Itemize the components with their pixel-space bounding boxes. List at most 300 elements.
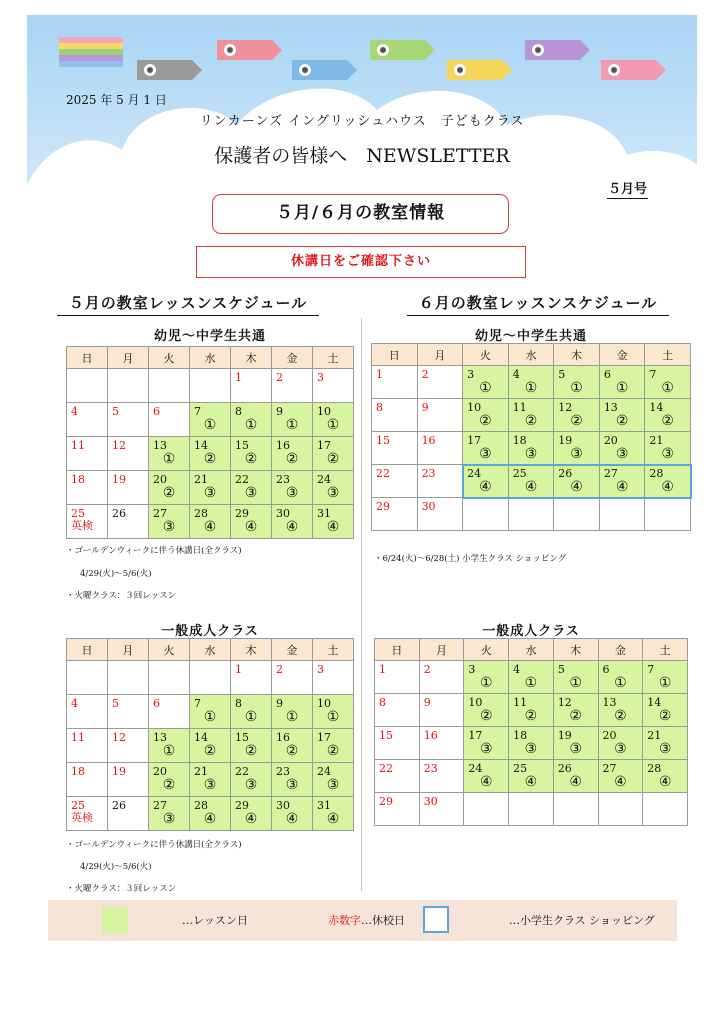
school-name: リンカーンズ イングリッシュハウス 子どもクラス — [199, 114, 525, 129]
day-number: 24 — [317, 473, 331, 486]
day-number: 28 — [194, 799, 208, 812]
weekday-header: 日 — [372, 344, 418, 366]
calendar-day-cell — [599, 498, 645, 531]
weekday-header: 金 — [599, 344, 645, 366]
calendar-day-cell — [190, 661, 231, 695]
lesson-number: ② — [479, 708, 493, 724]
day-number: 14 — [194, 439, 208, 452]
calendar-day-cell — [67, 729, 108, 763]
calendar-day-cell — [599, 432, 645, 465]
day-number: 24 — [468, 762, 483, 775]
lesson-number: ① — [162, 451, 176, 467]
weekday-header: 月 — [419, 639, 464, 661]
weekday-header: 日 — [67, 347, 108, 369]
calendar-day-cell — [417, 465, 463, 498]
may-kids-label: 幼児～中学生共通 — [153, 329, 266, 344]
streamer-flag — [59, 37, 123, 67]
calendar-day-cell — [375, 661, 420, 694]
day-number: 17 — [317, 731, 331, 744]
day-number: 21 — [647, 729, 662, 742]
calendar-day-cell — [231, 471, 272, 505]
weekday-header: 土 — [313, 347, 354, 369]
day-number: 21 — [194, 765, 208, 778]
day-number: 15 — [376, 434, 390, 447]
calendar-day-cell — [463, 498, 509, 531]
calendar-day-cell — [643, 760, 688, 793]
calendar-day-cell — [272, 661, 313, 695]
calendar-day-cell — [67, 797, 108, 831]
lesson-number: ② — [162, 777, 176, 793]
calendar-day-cell — [313, 437, 354, 471]
calendar-week-row — [67, 403, 354, 437]
day-number: 14 — [647, 696, 662, 709]
weekday-header: 日 — [375, 639, 420, 661]
calendar-day-cell — [554, 498, 600, 531]
day-number: 4 — [71, 697, 78, 710]
calendar-day-cell — [643, 727, 688, 760]
calendar-day-cell — [419, 661, 464, 694]
calendar-day-cell — [464, 793, 509, 826]
weekday-header: 火 — [149, 639, 190, 661]
calendar-day-cell — [554, 432, 600, 465]
may-kids-note-1: ・ゴールデンウィークに伴う休講日(全クラス) — [66, 546, 242, 556]
day-number: 16 — [276, 731, 290, 744]
lesson-number: ① — [203, 417, 217, 433]
calendar-day-cell — [417, 366, 463, 399]
day-number: 1 — [379, 663, 386, 676]
calendar-day-cell — [108, 661, 149, 695]
calendar-day-cell — [67, 403, 108, 437]
calendar-week-row — [375, 661, 688, 694]
may-kids-calendar — [66, 346, 354, 539]
calendar-day-cell — [231, 763, 272, 797]
calendar-week-row — [67, 661, 354, 695]
calendar-day-cell — [190, 797, 231, 831]
day-number: 23 — [276, 765, 290, 778]
day-number: 24 — [467, 467, 482, 480]
day-number: 12 — [112, 439, 126, 452]
day-number: 2 — [421, 368, 429, 381]
lesson-number: ③ — [570, 446, 583, 462]
calendar-day-cell — [272, 437, 313, 471]
weekday-header: 水 — [190, 639, 231, 661]
calendar-day-cell — [67, 661, 108, 695]
lesson-number: ① — [479, 380, 492, 396]
calendar-day-cell — [643, 793, 688, 826]
lesson-number: ④ — [570, 479, 583, 495]
lesson-number: ① — [479, 675, 493, 691]
day-number: 25 — [71, 507, 85, 520]
calendar-day-cell — [231, 797, 272, 831]
lesson-number: ② — [326, 451, 340, 467]
day-number: 30 — [276, 507, 290, 520]
day-number: 5 — [112, 405, 119, 418]
calendar-day-cell — [554, 366, 600, 399]
carp-pink-2 — [601, 60, 666, 80]
lesson-number: ④ — [615, 479, 629, 495]
day-number: 27 — [603, 467, 618, 480]
calendar-day-cell — [553, 727, 598, 760]
lesson-number: ② — [524, 413, 538, 429]
day-number: 30 — [423, 795, 438, 808]
calendar-day-cell — [149, 797, 190, 831]
day-number: 11 — [513, 696, 528, 709]
calendar-day-cell — [108, 797, 149, 831]
lesson-number: ③ — [203, 777, 217, 793]
day-number: 28 — [194, 507, 208, 520]
lesson-number: ② — [524, 708, 538, 724]
day-number: 26 — [558, 467, 573, 480]
lesson-number: ① — [524, 380, 538, 396]
day-number: 8 — [235, 697, 242, 710]
carp-purple — [525, 40, 590, 60]
day-number: 29 — [235, 507, 249, 520]
lesson-number: ② — [570, 413, 583, 429]
weekday-header: 火 — [464, 639, 509, 661]
day-number: 17 — [317, 439, 331, 452]
day-number: 30 — [276, 799, 290, 812]
lesson-number: ④ — [285, 811, 299, 827]
day-number: 1 — [235, 371, 242, 384]
calendar-day-cell — [643, 661, 688, 694]
day-number: 4 — [71, 405, 78, 418]
day-number: 7 — [647, 663, 655, 676]
calendar-day-cell — [67, 695, 108, 729]
day-number: 16 — [423, 729, 438, 742]
weekday-header: 金 — [272, 347, 313, 369]
may-kids-note-3: ・火曜クラス：３回レッスン — [66, 591, 177, 601]
day-number: 16 — [276, 439, 290, 452]
calendar-day-cell — [599, 465, 645, 498]
may-kids-note-2: 4/29(火)～5/6(火) — [80, 569, 152, 579]
calendar-day-cell — [508, 366, 554, 399]
calendar-day-cell — [313, 729, 354, 763]
calendar-day-cell — [272, 695, 313, 729]
calendar-day-cell — [272, 729, 313, 763]
calendar-day-cell — [375, 694, 420, 727]
calendar-day-cell — [553, 793, 598, 826]
calendar-week-row — [67, 763, 354, 797]
day-number: 1 — [376, 368, 383, 381]
lesson-number: ③ — [162, 811, 176, 827]
lesson-number: ③ — [569, 741, 582, 757]
day-number: 27 — [602, 762, 617, 775]
lesson-number: ① — [285, 417, 299, 433]
weekday-header: 火 — [463, 344, 509, 366]
calendar-day-cell — [67, 369, 108, 403]
calendar-day-cell — [598, 661, 643, 694]
lesson-number: ① — [162, 743, 176, 759]
legend-lesson-swatch — [102, 907, 128, 933]
calendar-day-cell — [313, 369, 354, 403]
day-number: 8 — [376, 401, 383, 414]
day-number: 6 — [602, 663, 610, 676]
lesson-number: ③ — [244, 485, 258, 501]
calendar-day-cell — [417, 399, 463, 432]
day-number: 7 — [194, 697, 201, 710]
day-number: 12 — [557, 696, 572, 709]
lesson-number: ④ — [244, 811, 258, 827]
lesson-number: ③ — [614, 741, 627, 757]
calendar-day-cell — [190, 729, 231, 763]
calendar-day-cell — [108, 763, 149, 797]
calendar-day-cell — [149, 661, 190, 695]
weekday-header: 土 — [643, 639, 688, 661]
day-number: 14 — [649, 401, 664, 414]
calendar-day-cell — [645, 465, 691, 498]
calendar-day-cell — [508, 399, 554, 432]
lesson-number: ② — [285, 451, 299, 467]
day-number: 3 — [317, 663, 324, 676]
day-number: 11 — [71, 731, 85, 744]
calendar-day-cell — [599, 399, 645, 432]
day-number: 22 — [235, 473, 249, 486]
day-number: 22 — [379, 762, 393, 775]
calendar-day-cell — [375, 760, 420, 793]
calendar-day-cell — [372, 366, 418, 399]
calendar-day-cell — [190, 403, 231, 437]
calendar-day-cell — [509, 694, 554, 727]
lesson-number: ④ — [479, 479, 492, 495]
legend-closed-text — [328, 912, 405, 928]
day-number: 4 — [512, 368, 520, 381]
day-number: 22 — [376, 467, 390, 480]
calendar-day-cell — [67, 471, 108, 505]
weekday-header: 水 — [190, 347, 231, 369]
calendar-day-cell — [190, 505, 231, 539]
day-number: 26 — [112, 507, 126, 520]
classroom-info-heading: ５月/６月の教室情報 — [212, 194, 509, 234]
calendar-day-cell — [553, 760, 598, 793]
day-number: 28 — [649, 467, 664, 480]
legend — [48, 900, 677, 941]
day-number: 6 — [153, 697, 160, 710]
lesson-number: ② — [658, 708, 672, 724]
calendar-day-cell — [67, 437, 108, 471]
lesson-number: ② — [203, 451, 217, 467]
lesson-number: ④ — [326, 519, 340, 535]
lesson-number: ① — [661, 380, 674, 396]
lesson-number: ④ — [614, 774, 627, 790]
calendar-day-cell — [417, 432, 463, 465]
day-number: 9 — [421, 401, 429, 414]
calendar-day-cell — [190, 437, 231, 471]
calendar-day-cell — [149, 403, 190, 437]
day-number: 17 — [467, 434, 482, 447]
day-number: 27 — [153, 507, 167, 520]
day-number: 9 — [423, 696, 431, 709]
day-number: 8 — [235, 405, 242, 418]
calendar-day-cell — [598, 793, 643, 826]
day-number: 4 — [513, 663, 521, 676]
day-number: 18 — [71, 473, 85, 486]
calendar-day-cell — [313, 505, 354, 539]
lesson-number: ③ — [661, 446, 674, 462]
lesson-number: ① — [615, 380, 629, 396]
legend-closed-word: …休校日 — [361, 914, 405, 927]
lesson-number: ① — [244, 417, 258, 433]
calendar-day-cell — [149, 369, 190, 403]
day-number: 27 — [153, 799, 167, 812]
calendar-day-cell — [419, 793, 464, 826]
issue-label: ５月号 — [607, 178, 648, 199]
calendar-day-cell — [645, 432, 691, 465]
june-kids-calendar — [371, 343, 691, 531]
day-number: 18 — [71, 765, 85, 778]
calendar-day-cell — [645, 399, 691, 432]
june-adult-calendar — [374, 638, 688, 826]
day-number: 29 — [235, 799, 249, 812]
calendar-day-cell — [464, 694, 509, 727]
day-number: 24 — [317, 765, 331, 778]
day-number: 13 — [153, 731, 167, 744]
calendar-day-cell — [108, 403, 149, 437]
calendar-day-cell — [372, 399, 418, 432]
calendar-day-cell — [149, 471, 190, 505]
calendar-week-row — [375, 793, 688, 826]
calendar-week-row — [372, 366, 691, 399]
day-number: 30 — [421, 500, 436, 513]
newsletter-title: 保護者の皆様へ NEWSLETTER — [214, 145, 510, 167]
lesson-number: ② — [479, 413, 492, 429]
carp-pink — [217, 40, 282, 60]
calendar-day-cell — [599, 366, 645, 399]
legend-shopping-swatch — [423, 906, 449, 933]
lesson-number: ① — [658, 675, 672, 691]
lesson-number: ② — [244, 743, 258, 759]
calendar-day-cell — [598, 760, 643, 793]
lesson-number: ② — [244, 451, 258, 467]
day-number: 12 — [112, 731, 126, 744]
calendar-day-cell — [645, 366, 691, 399]
calendar-day-cell — [509, 760, 554, 793]
calendar-week-row — [67, 797, 354, 831]
carp-yellow — [447, 60, 512, 80]
calendar-day-cell — [190, 763, 231, 797]
calendar-week-row — [372, 465, 691, 498]
legend-lesson-text: …レッスン日 — [182, 914, 248, 927]
weekday-header-row — [372, 344, 691, 366]
calendar-day-cell — [272, 403, 313, 437]
day-number: 26 — [557, 762, 572, 775]
lesson-number: ③ — [285, 485, 299, 501]
calendar-day-cell — [67, 763, 108, 797]
lesson-number: ② — [661, 413, 674, 429]
lesson-number: ④ — [285, 519, 299, 535]
lesson-number: ③ — [162, 519, 176, 535]
calendar-day-cell — [108, 729, 149, 763]
lesson-number: ③ — [285, 777, 299, 793]
calendar-day-cell — [372, 432, 418, 465]
calendar-day-cell — [372, 498, 418, 531]
weekday-header: 日 — [67, 639, 108, 661]
weekday-header: 月 — [108, 347, 149, 369]
day-number: 9 — [276, 405, 283, 418]
weekday-header: 木 — [553, 639, 598, 661]
june-kids-label: 幼児～中学生共通 — [474, 329, 587, 344]
day-number: 23 — [421, 467, 436, 480]
lesson-number: ④ — [524, 774, 538, 790]
weekday-header: 土 — [645, 344, 691, 366]
day-number: 23 — [276, 473, 290, 486]
lesson-number: ④ — [479, 774, 493, 790]
calendar-day-cell — [149, 505, 190, 539]
lesson-number: ① — [569, 675, 582, 691]
calendar-day-cell — [190, 695, 231, 729]
day-number: 31 — [317, 507, 331, 520]
weekday-header: 金 — [598, 639, 643, 661]
calendar-day-cell — [508, 432, 554, 465]
calendar-day-cell — [372, 465, 418, 498]
calendar-week-row — [67, 437, 354, 471]
lesson-number: ④ — [569, 774, 582, 790]
weekday-header: 木 — [231, 347, 272, 369]
calendar-day-cell — [419, 727, 464, 760]
day-number: 2 — [276, 663, 283, 676]
lesson-number: ② — [614, 708, 627, 724]
weekday-header: 月 — [417, 344, 463, 366]
calendar-week-row — [67, 695, 354, 729]
day-number: 25 — [71, 799, 85, 812]
day-number: 3 — [317, 371, 324, 384]
day-number: 14 — [194, 731, 208, 744]
calendar-day-cell — [508, 465, 554, 498]
lesson-number: ④ — [203, 811, 217, 827]
lesson-number: ③ — [326, 777, 340, 793]
calendar-day-cell — [149, 437, 190, 471]
day-number: 5 — [558, 368, 566, 381]
lesson-number: ③ — [244, 777, 258, 793]
calendar-day-cell — [231, 437, 272, 471]
june-kids-note: ・6/24(火)～6/28(土) 小学生クラス ショッピング — [374, 554, 567, 564]
day-number: 1 — [235, 663, 242, 676]
lesson-number: ① — [570, 380, 583, 396]
calendar-week-row — [375, 694, 688, 727]
calendar-day-cell — [67, 505, 108, 539]
calendar-day-cell — [508, 498, 554, 531]
calendar-day-cell — [272, 505, 313, 539]
day-number: 8 — [379, 696, 386, 709]
calendar-day-cell — [313, 471, 354, 505]
calendar-day-cell — [375, 793, 420, 826]
day-number: 10 — [317, 697, 331, 710]
lesson-number: ③ — [479, 741, 493, 757]
calendar-day-cell — [375, 727, 420, 760]
calendar-week-row — [375, 760, 688, 793]
calendar-day-cell — [509, 727, 554, 760]
weekday-header-row — [67, 347, 354, 369]
lesson-number: ④ — [661, 479, 674, 495]
weekday-header-row — [67, 639, 354, 661]
weekday-header: 月 — [108, 639, 149, 661]
calendar-day-cell — [313, 695, 354, 729]
closed-day-notice: 休講日をご確認下さい — [196, 246, 526, 278]
weekday-header-row — [375, 639, 688, 661]
day-number: 19 — [112, 765, 126, 778]
weekday-header: 木 — [554, 344, 600, 366]
calendar-day-cell — [463, 432, 509, 465]
weekday-header: 水 — [508, 344, 554, 366]
day-number: 18 — [513, 729, 528, 742]
lesson-number: ④ — [524, 479, 538, 495]
lesson-number: ① — [244, 709, 258, 725]
legend-shopping-text: …小学生クラス ショッピング — [509, 914, 655, 927]
day-number: 26 — [112, 799, 126, 812]
lesson-number: ③ — [203, 485, 217, 501]
event-label: 英検 — [71, 811, 93, 824]
lesson-number: ③ — [479, 446, 492, 462]
lesson-number: ③ — [326, 485, 340, 501]
